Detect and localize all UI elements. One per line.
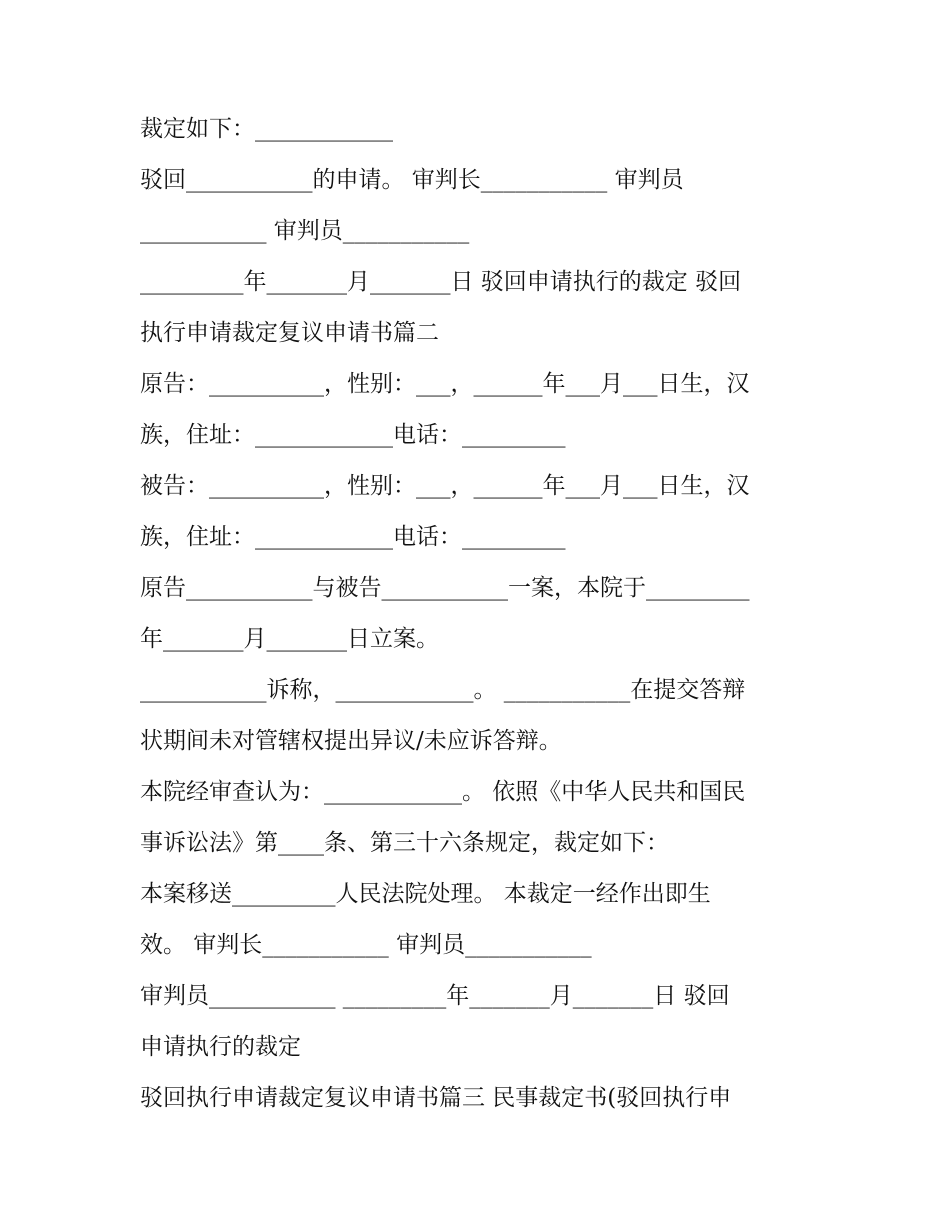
text-line: 本院经审查认为：____________。 依照《中华人民共和国民 <box>140 779 746 805</box>
text-line: 原告___________与被告___________一案，本院于_________ <box>140 575 750 601</box>
section-heading: 执行申请裁定复议申请书篇二 <box>140 320 439 346</box>
text-line: 事诉讼法》第____条、第三十六条规定，裁定如下： <box>140 830 669 856</box>
text-line: _________年_______月_______日 驳回申请执行的裁定 驳回 <box>140 269 742 295</box>
text-line: 原告：__________，性别：___，______年___月___日生，汉 <box>140 371 750 397</box>
text-line: 本案移送_________人民法院处理。 本裁定一经作出即生 <box>140 881 711 907</box>
text-line: 族，住址：____________电话：_________ <box>140 524 566 550</box>
text-line: 驳回___________的申请。 审判长___________ 审判员 <box>140 167 684 193</box>
text-line: 被告：__________，性别：___，______年___月___日生，汉 <box>140 473 750 499</box>
text-line: 裁定如下：____________ <box>140 116 393 142</box>
text-line: 申请执行的裁定 <box>140 1034 301 1060</box>
document-body <box>140 104 830 1124</box>
text-line: ___________ 审判员___________ <box>140 218 470 244</box>
section-heading: 驳回执行申请裁定复议申请书篇三 民事裁定书(驳回执行申 <box>140 1085 732 1111</box>
text-line: 审判员___________ _________年_______月_______日 驳回 <box>140 983 730 1009</box>
text-line: ___________诉称，____________。 ___________在提交答辩 <box>140 677 746 703</box>
text-line: 效。 审判长___________ 审判员___________ <box>140 932 592 958</box>
text-line: 年_______月_______日立案。 <box>140 626 439 652</box>
text-line: 族，住址：____________电话：_________ <box>140 422 566 448</box>
text-line: 状期间未对管辖权提出异议/未应诉答辩。 <box>140 728 562 754</box>
